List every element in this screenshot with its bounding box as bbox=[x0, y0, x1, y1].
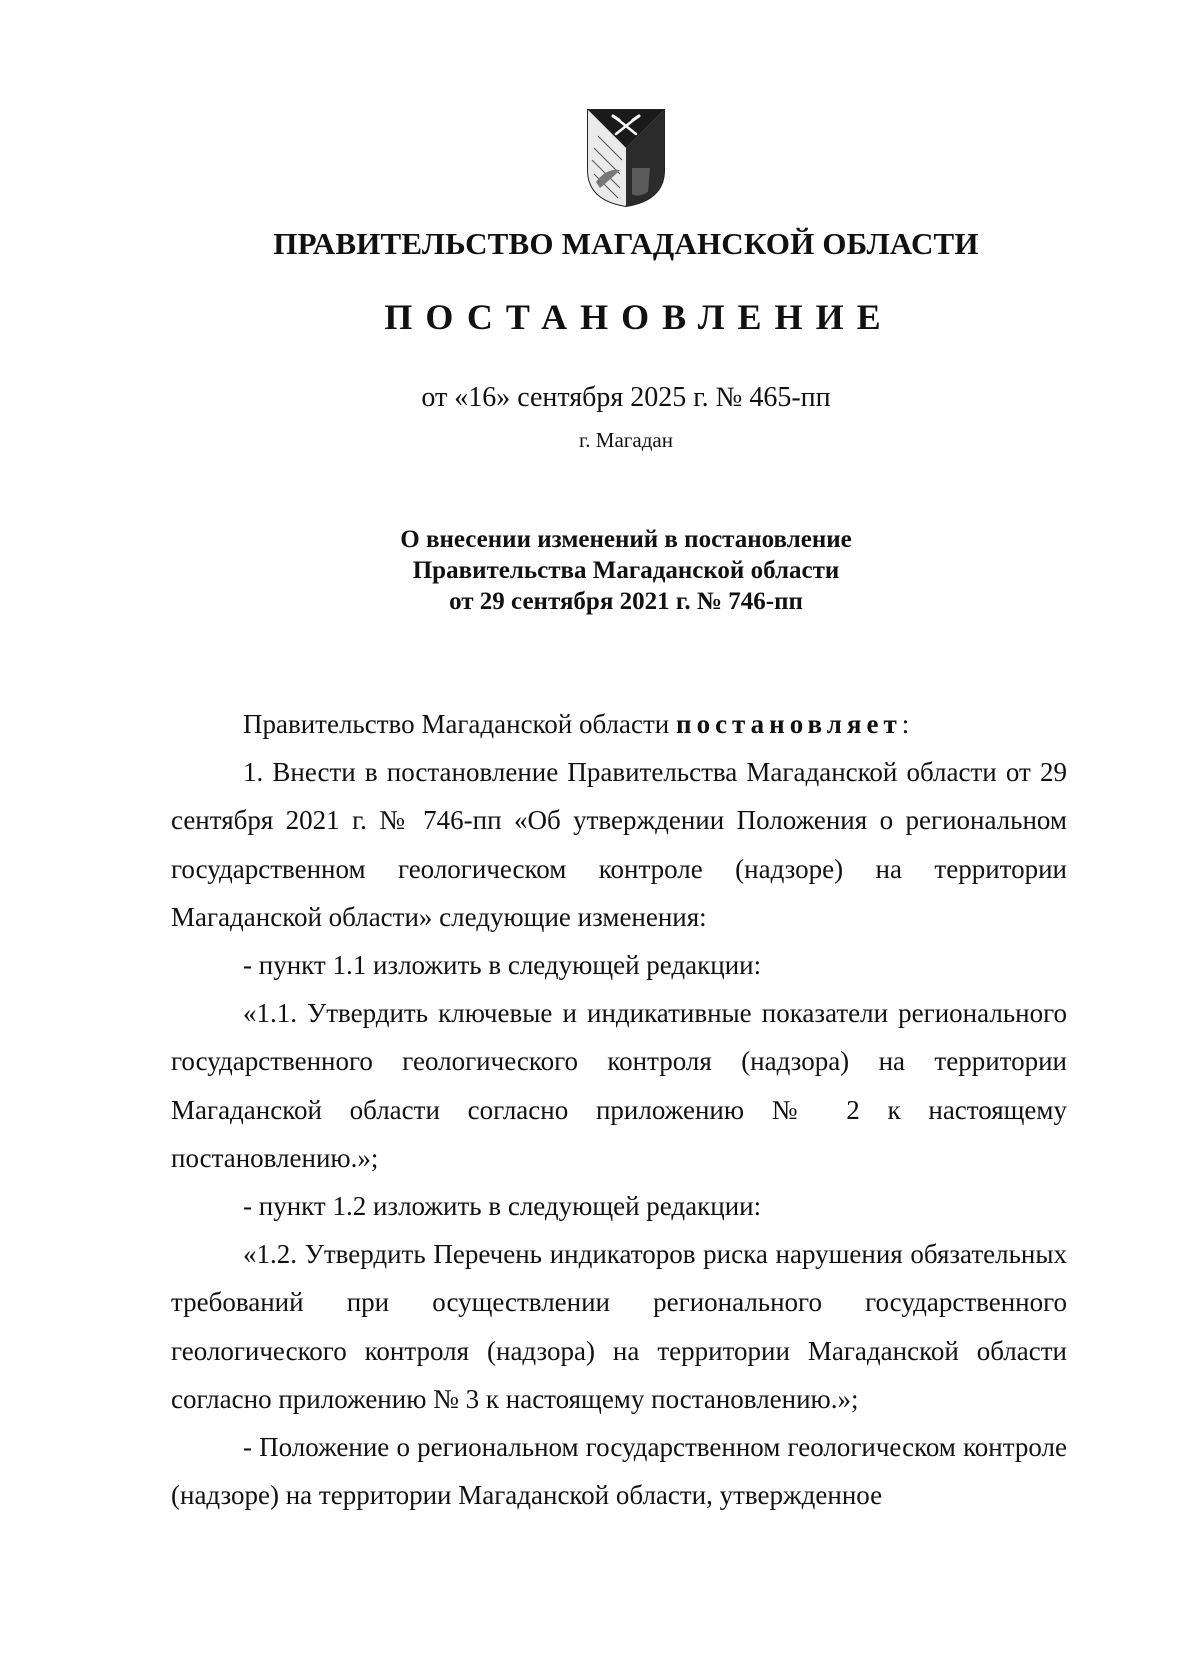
paragraph-5: «1.2. Утвердить Перечень индикаторов риска нарушения обязательных требований при осуществлении регионального государственного геологического контроля (надзора) на территории Магаданской области согласно приложению № 3 к настоящему постановлению.»; bbox=[171, 1239, 1067, 1414]
intro-prefix: Правительство Магаданской области bbox=[243, 709, 677, 739]
paragraph-6: - Положение о региональном государственном геологическом контроле (надзоре) на территории Магаданской области, утвержденное bbox=[171, 1432, 1067, 1511]
document-body bbox=[171, 700, 1067, 1519]
paragraph-1: 1. Внести в постановление Правительства Магаданской области от 29 сентября 2021 г. № 746-пп «Об утверждении Положения о региональном государственном геологическом контроле (надзоре) на территории Магаданской области» следующие изменения: bbox=[171, 757, 1067, 932]
document-date-number: от «16» сентября 2025 г. № 465-пп bbox=[421, 382, 831, 413]
paragraph-4: - пункт 1.2 изложить в следующей редакции: bbox=[243, 1191, 762, 1222]
intro-suffix: : bbox=[901, 709, 910, 739]
title-line-1: О внесении изменений в постановление bbox=[400, 526, 852, 553]
document-city: г. Магадан bbox=[579, 428, 673, 452]
document-type: ПОСТАНОВЛЕНИЕ bbox=[384, 297, 894, 337]
coat-of-arms-icon bbox=[586, 108, 666, 208]
title-line-2: Правительства Магаданской области bbox=[412, 557, 840, 584]
title-line-3: от 29 сентября 2021 г. № 746-пп bbox=[449, 588, 803, 615]
paragraph-2: - пункт 1.1 изложить в следующей редакции: bbox=[243, 950, 762, 981]
intro-paragraph bbox=[171, 700, 1067, 748]
intro-keyword: постановляет bbox=[676, 709, 902, 739]
organization-name: ПРАВИТЕЛЬСТВО МАГАДАНСКОЙ ОБЛАСТИ bbox=[273, 226, 979, 261]
paragraph-3: «1.1. Утвердить ключевые и индикативные показатели регионального государственного геологического контроля (надзора) на территории Магаданской области согласно приложению № 2 к настоящему постановлению.»; bbox=[171, 998, 1067, 1173]
document-title bbox=[0, 524, 1200, 617]
